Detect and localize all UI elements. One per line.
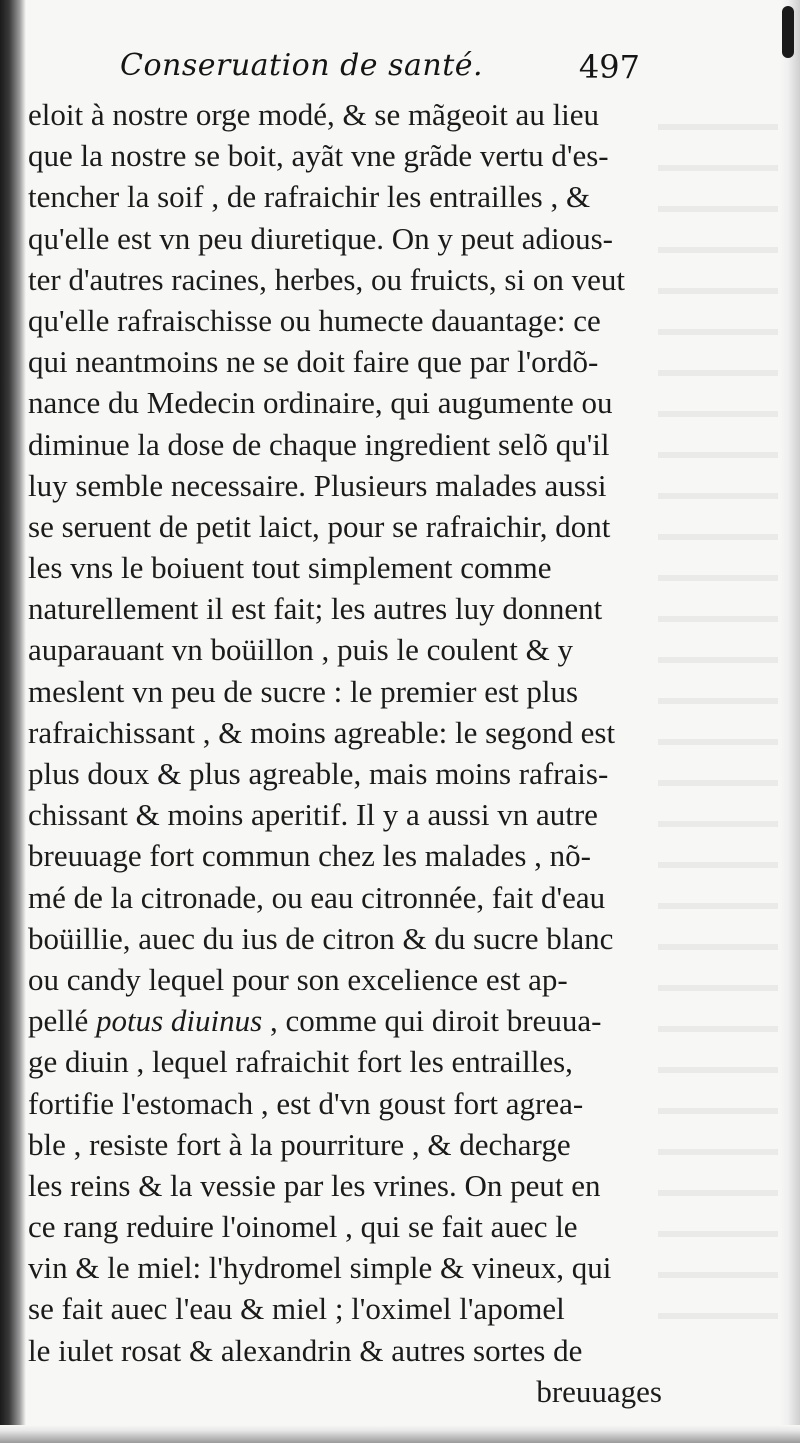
text-line: diminue la dose de chaque ingredient selõ qu'il <box>28 426 610 462</box>
text-line: auparauant vn boüillon , puis le coulent & y <box>28 632 573 668</box>
text-line: ge diuin , lequel rafraichit fort les entrailles, <box>28 1044 573 1080</box>
text-line: ou candy lequel pour son excelience est ap- <box>28 961 568 997</box>
running-header <box>120 48 640 92</box>
text-line: mé de la citronade, ou eau citronnée, fait d'eau <box>28 879 606 915</box>
text-run: , comme qui diroit breuua- <box>262 1003 602 1039</box>
text-line: fortifie l'estomach , est d'vn goust fort agrea- <box>28 1085 584 1121</box>
text-line: chissant & moins aperitif. Il y a aussi vn autre <box>28 797 598 833</box>
text-line: nance du Medecin ordinaire, qui augumente ou <box>28 385 613 421</box>
binding-shadow <box>0 0 26 1443</box>
text-run: pellé <box>28 1003 96 1039</box>
text-line: boüillie, auec du ius de citron & du sucre blanc <box>28 920 614 956</box>
running-title: Conseruation de santé. <box>120 48 484 83</box>
text-line: ble , resiste fort à la pourriture , & decharge <box>28 1126 571 1162</box>
text-line: meslent vn peu de sucre : le premier est plus <box>28 673 579 709</box>
text-line: ce rang reduire l'oinomel , qui se fait auec le <box>28 1209 578 1245</box>
page-number: 497 <box>578 48 640 86</box>
text-line-with-italic <box>28 1000 662 1041</box>
page-edge <box>780 0 800 1443</box>
text-line: que la nostre se boit, ayãt vne grãde vertu d'es- <box>28 138 609 174</box>
text-line: qu'elle rafraischisse ou humecte dauantage: ce <box>28 302 601 338</box>
text-line: qu'elle est vn peu diuretique. On y peut adious- <box>28 220 613 256</box>
text-line: plus doux & plus agreable, mais moins rafrais- <box>28 756 609 791</box>
text-line: breuuage fort commun chez les malades , nõ- <box>28 838 591 874</box>
text-line: ter d'autres racines, herbes, ou fruicts, si on veut <box>28 261 625 297</box>
text-line: se seruent de petit laict, pour se rafraichir, dont <box>28 508 611 544</box>
text-line: les vns le boiuent tout simplement comme <box>28 550 552 586</box>
italic-phrase: potus diuinus <box>96 1003 263 1039</box>
text-line: rafraichissant , & moins agreable: le segond est <box>28 714 616 750</box>
text-line: les reins & la vessie par les vrines. On peut en <box>28 1167 601 1203</box>
text-line: luy semble necessaire. Plusieurs malades aussi <box>28 467 607 503</box>
text-line: eloit à nostre orge modé, & se mãgeoit au lieu <box>28 97 600 132</box>
show-through-text <box>658 96 778 1346</box>
body-text <box>28 94 662 1412</box>
text-line: tencher la soif , de rafraichir les entrailles , & <box>28 179 591 215</box>
text-line: vin & le miel: l'hydromel simple & vineux, qui <box>28 1250 612 1286</box>
text-line: se fait auec l'eau & miel ; l'oximel l'apomel <box>28 1291 565 1327</box>
page-bottom-edge <box>0 1425 800 1443</box>
text-line: naturellement il est fait; les autres luy donnent <box>28 591 603 627</box>
catchword: breuuages <box>536 1373 662 1409</box>
page-tab-mark <box>782 6 794 58</box>
text-line: le iulet rosat & alexandrin & autres sortes de <box>28 1332 583 1368</box>
text-line: qui neantmoins ne se doit faire que par l'ordõ- <box>28 344 599 380</box>
